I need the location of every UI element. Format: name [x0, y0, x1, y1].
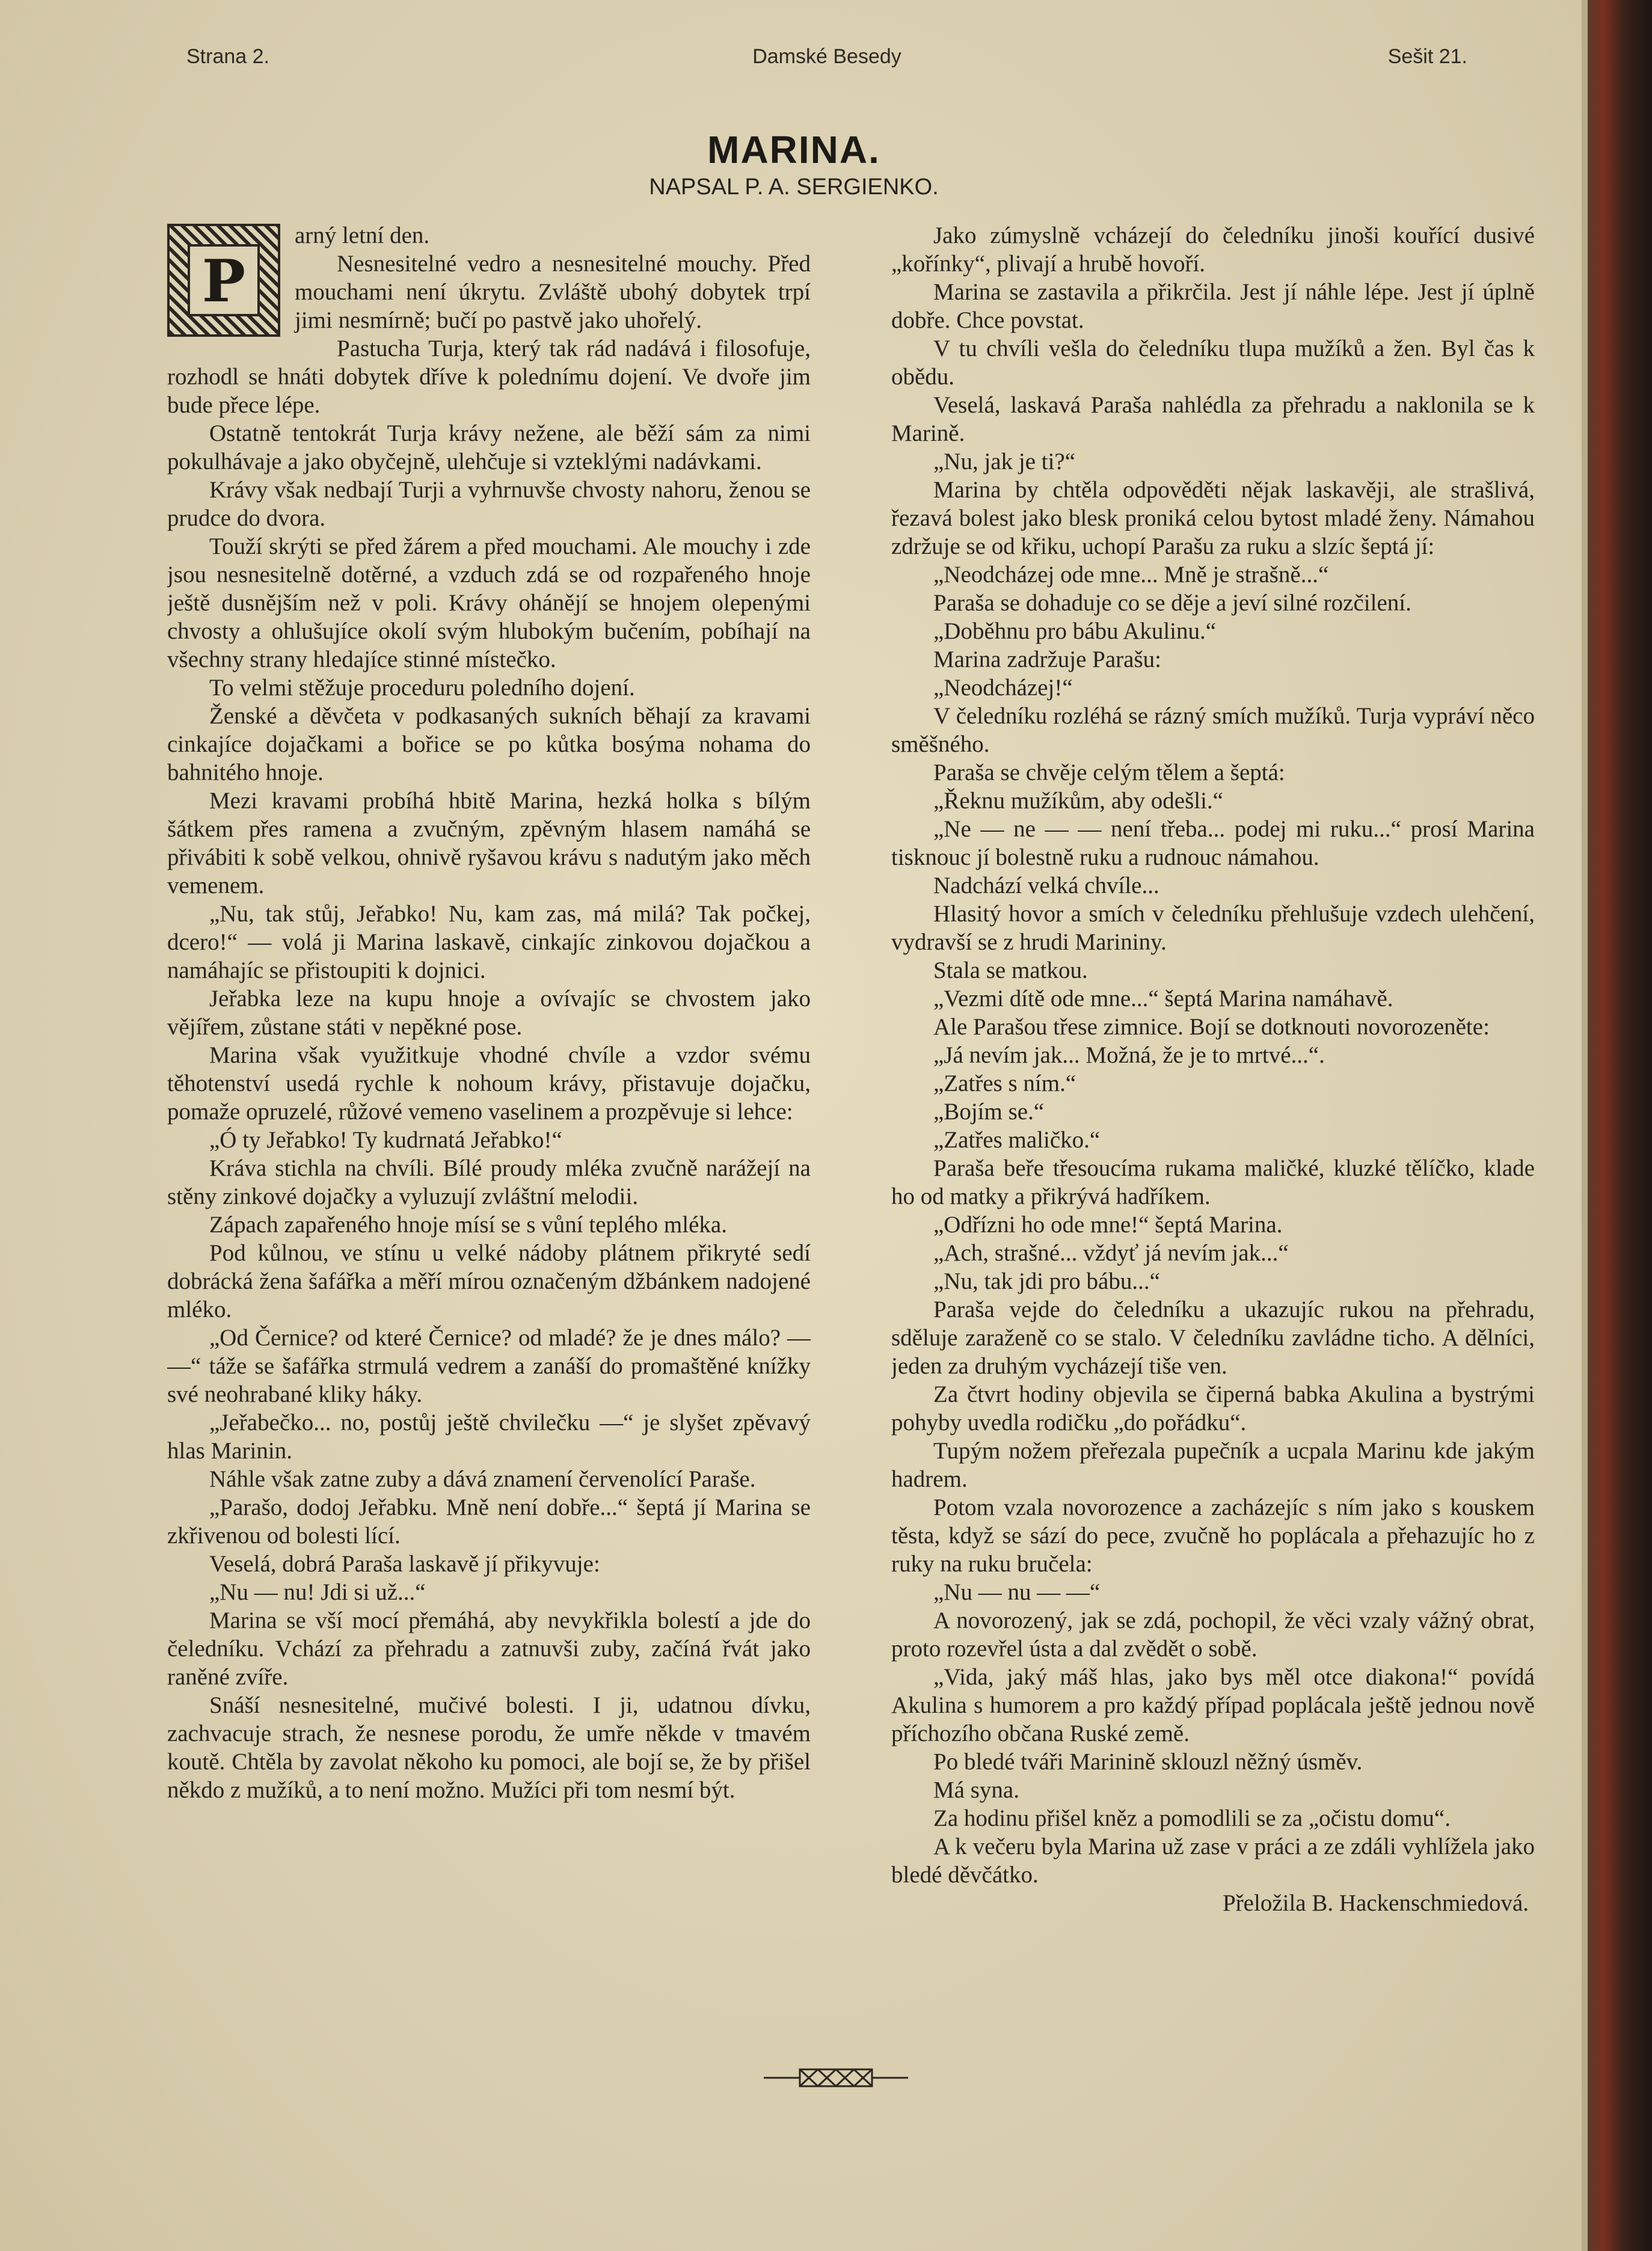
dropcap-letter: P	[188, 244, 260, 316]
paragraph: „Doběhnu pro bábu Akulinu.“	[933, 618, 1217, 644]
paragraph: Hlasitý hovor a smích v čeledníku přehlušuje vzdech ulehčení, vydravší se z hrudi Marininy.	[891, 901, 1535, 955]
paragraph: „Bojím se.“	[933, 1099, 1045, 1125]
paragraph: „Nu — nu! Jdi si už...“	[209, 1579, 426, 1605]
paragraph: Paraša se dohaduje co se děje a jeví silné rozčilení.	[933, 590, 1411, 616]
paragraph: Snáší nesnesitelné, mučivé bolesti. I ji, udatnou dívku, zachvacuje strach, že nesnese porodu, že umře někde v tmavém koutě. Chtěla by zavolat někoho ku pomoci, ale bojí se, že by přišel někdo z mužíků, a to není možno. Mužíci při tom nesmí být.	[167, 1692, 811, 1803]
paragraph: Náhle však zatne zuby a dává znamení červenolící Paraše.	[209, 1466, 756, 1492]
paragraph: Paraša vejde do čeledníku a ukazujíc rukou na přehradu, sděluje zaraženě co se stalo. V čeledníku zavládne ticho. A dělníci, jeden za druhým vycházejí tiše ven.	[891, 1297, 1535, 1379]
running-header	[186, 45, 1467, 81]
paragraph: Jeřabka leze na kupu hnoje a ovívajíc se chvostem jako vějířem, zůstane státi v nepěkné pose.	[167, 986, 811, 1040]
left-column	[167, 221, 811, 2038]
paragraph: Pod kůlnou, ve stínu u velké nádoby plátnem přikryté sedí dobrácká žena šafářka a měří mírou označeným džbánkem nadojené mléko.	[167, 1240, 811, 1322]
paragraph: „Nu, tak jdi pro bábu...“	[933, 1268, 1160, 1294]
paragraph: A novorozený, jak se zdá, pochopil, že věci vzaly vážný obrat, proto rozevřel ústa a dal zvědět o sobě.	[891, 1608, 1535, 1662]
paragraph: Za čtvrt hodiny objevila se čiperná babka Akulina a bystrými pohyby uvedla rodičku „do pořádku“.	[891, 1381, 1535, 1436]
paragraph: Nadchází velká chvíle...	[933, 873, 1159, 898]
paragraph: V tu chvíli vešla do čeledníku tlupa mužíků a žen. Byl čas k obědu.	[891, 336, 1535, 390]
paragraph: „Neodcházej ode mne... Mně je strašně...“	[933, 562, 1329, 588]
paragraph: Potom vzala novorozence a zacházejíc s ním jako s kouskem těsta, když se sází do pece, zvučně ho poplácala a přehazujíc ho z ruky na ruku bručela:	[891, 1494, 1535, 1577]
dropcap-ornament	[167, 224, 280, 337]
paragraph: „Ach, strašné... vždyť já nevím jak...“	[933, 1240, 1289, 1266]
paragraph: Krávy však nedbají Turji a vyhrnuvše chvosty nahoru, ženou se prudce do dvora.	[167, 477, 811, 531]
paragraph: To velmi stěžuje proceduru poledního dojení.	[209, 675, 635, 701]
page-number: Strana 2.	[186, 45, 269, 68]
paragraph: Zápach zapařeného hnoje mísí se s vůní teplého mléka.	[209, 1212, 727, 1238]
paragraph: Ostatně tentokrát Turja krávy nežene, ale běží sám za nimi pokulhávaje a jako obyčejně, ulehčuje si vzteklými nadávkami.	[167, 420, 811, 474]
paragraph: „Jeřabečko... no, postůj ještě chvilečku —“ je slyšet zpěvavý hlas Marinin.	[167, 1410, 811, 1464]
paragraph: Veselá, laskavá Paraša nahlédla za přehradu a naklonila se k Marině.	[891, 392, 1535, 446]
paragraph: Veselá, dobrá Paraša laskavě jí přikyvuje:	[209, 1551, 600, 1577]
paragraph: Marina se vší mocí přemáhá, aby nevykřikla bolestí a jde do čeledníku. Vchází za přehradu a zatnuvši zuby, začíná řvát jako raněné zvíře.	[167, 1608, 811, 1690]
paragraph: „Nu — nu — —“	[933, 1579, 1101, 1605]
paragraph: „Ne — ne — — není třeba... podej mi ruku...“ prosí Marina tisknouc jí bolestně ruku a rudnouc námahou.	[891, 816, 1535, 870]
paragraph: „Zatřes s ním.“	[933, 1070, 1076, 1096]
paragraph: „Řeknu mužíkům, aby odešli.“	[933, 788, 1223, 814]
paragraph: „Neodcházej!“	[933, 675, 1073, 701]
book-spine	[1588, 0, 1652, 2251]
paragraph: Má syna.	[933, 1777, 1019, 1803]
paragraph: Jako zúmyslně vcházejí do čeledníku jinoši kouřící dusivé „kořínky“, plivají a hrubě hovoří.	[891, 223, 1535, 277]
paragraph: „Od Černice? od které Černice? od mladé? že je dnes málo? — —“ táže se šafářka strmulá vedrem a zanáší do promaštěné knížky své neohrabané kliky háky.	[167, 1325, 811, 1407]
paragraph: „Vida, jaký máš hlas, jako bys měl otce diakona!“ povídá Akulina s humorem a pro každý případ poplácala ještě jednou nově příchozího občana Ruské země.	[891, 1664, 1535, 1746]
translator-credit: Přeložila B. Hackenschmiedová.	[1223, 1890, 1529, 1916]
paragraph: Po bledé tváři Marinině sklouzl něžný úsměv.	[933, 1749, 1363, 1775]
paragraph: „Nu, jak je ti?“	[933, 449, 1076, 474]
magazine-title: Damské Besedy	[752, 45, 901, 68]
paragraph: V čeledníku rozléhá se rázný smích mužíků. Turja vypráví něco směšného.	[891, 703, 1535, 757]
paragraph: Ženské a děvčeta v podkasaných sukních běhají za kravami cinkajíce dojačkami a bořice se po kůtka bosýma nohama do bahnitého hnoje.	[167, 703, 811, 785]
byline: NAPSAL P. A. SERGIENKO.	[649, 174, 939, 200]
paragraph: A k večeru byla Marina už zase v práci a ze zdáli vyhlížela jako bledé děvčátko.	[891, 1834, 1535, 1888]
end-ornament-icon	[764, 2066, 908, 2090]
paragraph: „Parašo, dodoj Jeřabku. Mně není dobře...“ šeptá jí Marina se zkřivenou od bolesti lící.	[167, 1494, 811, 1549]
paragraph: „Nu, tak stůj, Jeřabko! Nu, kam zas, má milá? Tak počkej, dcero!“ — volá ji Marina laskavě, cinkajíc zinkovou dojačkou a namáhajíc se přistoupiti k dojnici.	[167, 901, 811, 983]
right-column	[891, 221, 1535, 2038]
paragraph: Paraša beře třesoucíma rukama maličké, kluzké tělíčko, klade ho od matky a přikrývá hadříkem.	[891, 1155, 1535, 1209]
paragraph: „Odřízni ho ode mne!“ šeptá Marina.	[933, 1212, 1283, 1238]
paragraph: „Já nevím jak... Možná, že je to mrtvé...“.	[933, 1042, 1325, 1068]
paragraph: Stala se matkou.	[933, 957, 1088, 983]
paragraph: Touží skrýti se před žárem a před mouchami. Ale mouchy i zde jsou nesnesitelně dotěrné, a vzduch zdá se od rozpařeného hnoje ještě dusnějším než v poli. Krávy ohánějí se hnojem olepenými chvosty a ohlušujíce okolí svým hlubokým bučením, pobíhají na všechny strany hledajíce stinné místečko.	[167, 533, 811, 672]
paragraph: Za hodinu přišel kněz a pomodlili se za „očistu domu“.	[933, 1805, 1451, 1831]
paragraph: Ale Parašou třese zimnice. Bojí se dotknouti novorozeněte:	[933, 1014, 1490, 1040]
paragraph: Mezi kravami probíhá hbitě Marina, hezká holka s bílým šátkem přes ramena a zvučným, zpěvným hlasem namáhá se přivábiti k sobě velkou, ohnivě ryšavou krávu s nadutým jako měch vemenem.	[167, 788, 811, 898]
paragraph: Paraša se chvěje celým tělem a šeptá:	[933, 760, 1285, 785]
paragraph: „Ó ty Jeřabko! Ty kudrnatá Jeřabko!“	[209, 1127, 562, 1153]
paragraph: Marina by chtěla odpověděti nějak laskavěji, ale strašlivá, řezavá bolest jako blesk proniká celou bytost mladé ženy. Námahou zdržuje se od křiku, uchopí Parašu za ruku a slzíc šeptá jí:	[891, 477, 1535, 559]
issue-number: Sešit 21.	[1387, 45, 1467, 68]
paragraph: Kráva stichla na chvíli. Bílé proudy mléka zvučně narážejí na stěny zinkové dojačky a vyluzují zvláštní melodii.	[167, 1155, 811, 1209]
story-title: MARINA.	[707, 128, 880, 171]
paragraph: arný letní den.	[295, 223, 430, 248]
paragraph: Marina zadržuje Parašu:	[933, 646, 1161, 672]
paragraph: „Vezmi dítě ode mne...“ šeptá Marina namáhavě.	[933, 986, 1393, 1012]
paragraph: Pastucha Turja, který tak rád nadává i filosofuje, rozhodl se hnáti dobytek dříve k polednímu dojení. Ve dvoře jim bude přece lépe.	[167, 336, 811, 418]
paragraph: Nesnesitelné vedro a nesnesitelné mouchy. Před mouchami není úkrytu. Zvláště ubohý dobytek trpí jimi nesmírně; bučí po pastvě jako uhořelý.	[295, 251, 811, 333]
paragraph: „Zatřes maličko.“	[933, 1127, 1101, 1153]
paragraph: Tupým nožem přeřezala pupečník a ucpala Marinu kde jakým hadrem.	[891, 1438, 1535, 1492]
paragraph: Marina se zastavila a přikrčila. Jest jí náhle lépe. Jest jí úplně dobře. Chce povstat.	[891, 279, 1535, 333]
paragraph: Marina však využitkuje vhodné chvíle a vzdor svému těhotenství usedá rychle k nohoum krávy, přistavuje dojačku, pomaže opruzelé, růžové vemeno vaselinem a prozpěvuje si lehce:	[167, 1042, 811, 1125]
